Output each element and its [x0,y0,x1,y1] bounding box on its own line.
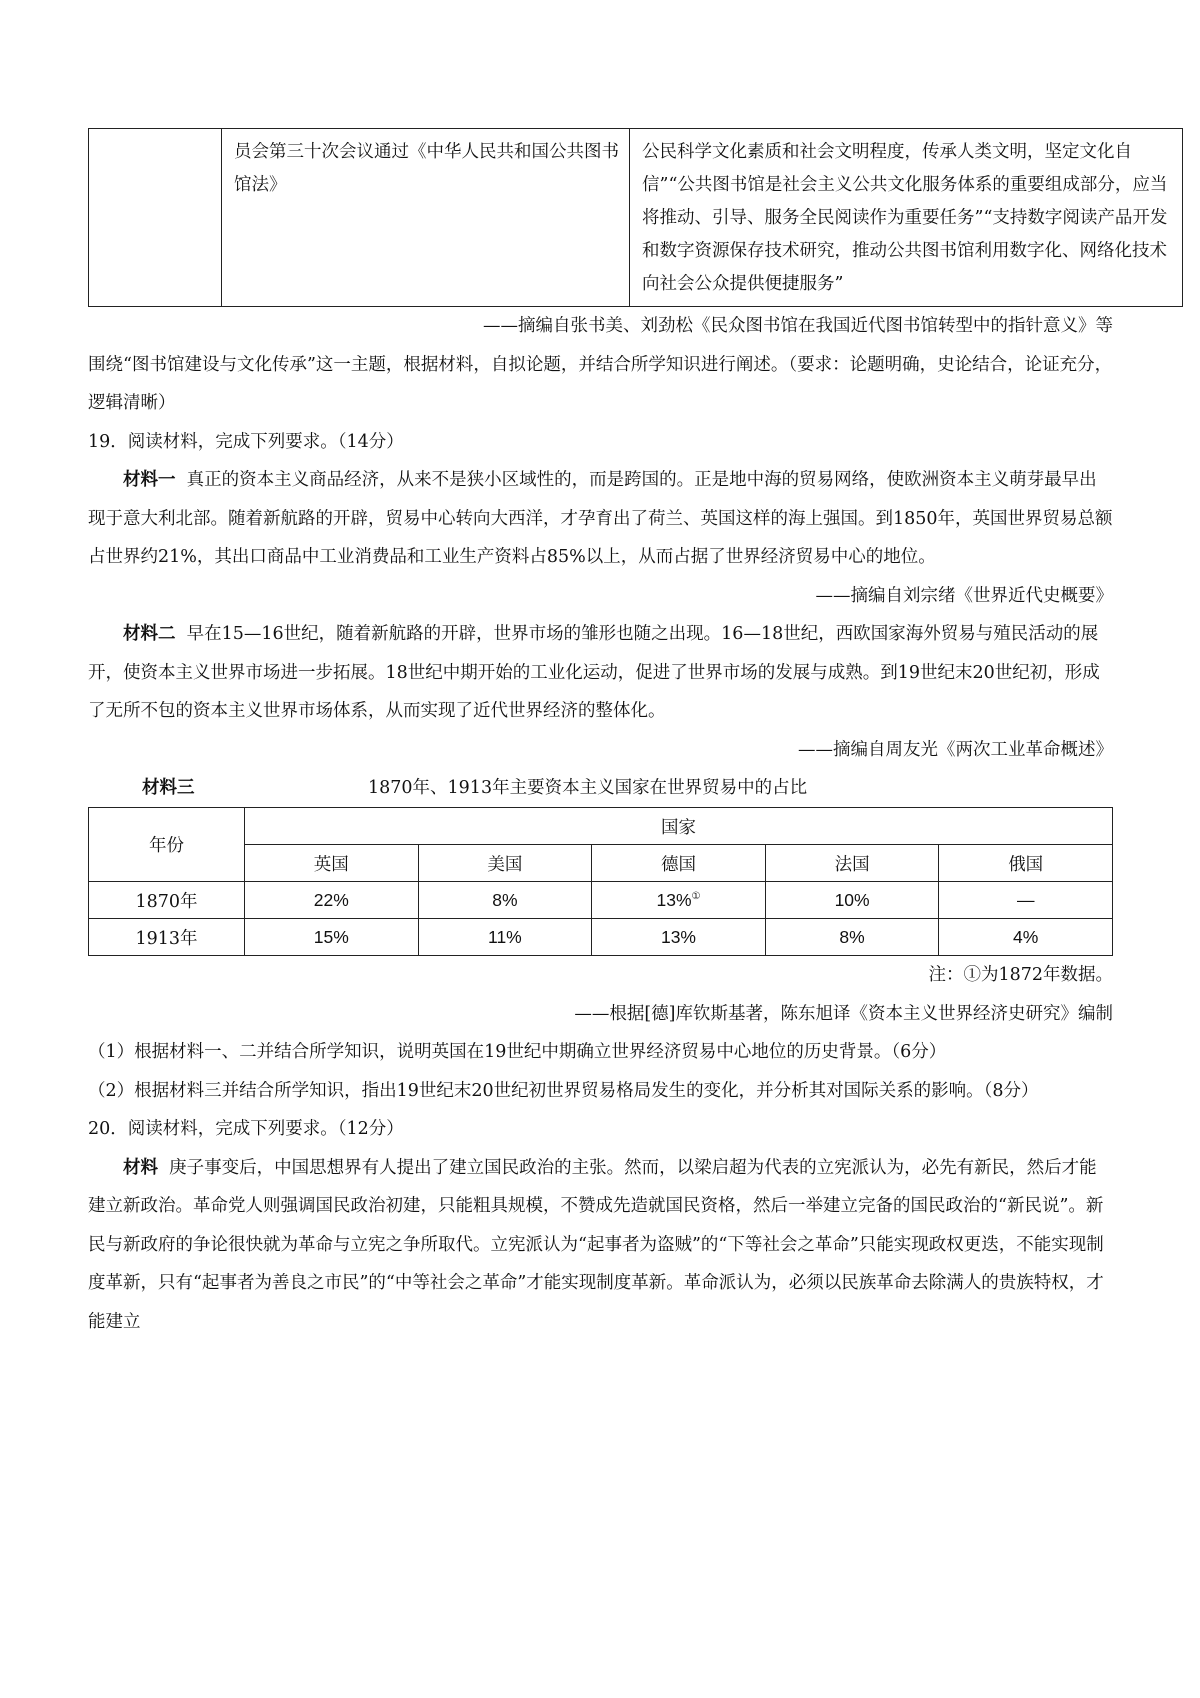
q19-material-3-heading [88,769,1113,807]
country-uk: 英国 [245,845,419,882]
q19-subquestion-2: （2）根据材料三并结合所学知识，指出19世纪末20世纪初世界贸易格局发生的变化，并分析其对国际关系的影响。（8分） [88,1080,1039,1101]
value-text: 13% [656,889,692,910]
q19-material-2 [88,615,1113,731]
table-row [89,129,1183,307]
material-text: 庚子事变后，中国思想界有人提出了建立国民政治的主张。然而，以梁启超为代表的立宪派认为，必先有新民，然后才能建立新政治。革命党人则强调国民政治初建，只能粗具规模，不赞成先造就国民资格，然后一举建立完备的国民政治的“新民说”。新民与新政府的争论很快就为革命与立宪之争所取代。立宪派认为“起事者为盗贼”的“下等社会之革命”只能实现政权更迭，不能实现制度革新，只有“起事者为善良之市民”的“中等社会之革命”才能实现制度革新。革命派认为，必须以民族革命去除满人的贵族特权，才能建立 [88,1157,1104,1332]
year-header: 年份 [89,808,245,882]
table-cell-event: 员会第三十次会议通过《中华人民共和国公共图书馆法》 [222,129,630,307]
value-cell: 13% [592,919,766,956]
q18-source: ——摘编自张书美、刘劲松《民众图书馆在我国近代图书馆转型中的指针意义》等 [483,316,1113,336]
value-cell: 11% [418,919,592,956]
table-note: 注：①为1872年数据。 [928,965,1113,985]
q18-prompt: 围绕“图书馆建设与文化传承”这一主题，根据材料，自拟论题，并结合所学知识进行阐述。（要求：论题明确，史论结合，论证充分，逻辑清晰） [88,354,1113,413]
value-cell [592,882,766,919]
trade-share-table [88,807,1113,956]
q19-material-3-source: ——根据[德]库钦斯基著，陈东旭译《资本主义世界经济史研究》编制 [574,1003,1113,1024]
material-label: 材料二 [123,624,176,644]
value-cell: — [939,882,1113,919]
country-ru: 俄国 [939,845,1113,882]
table-cell-content: 公民科学文化素质和社会文明程度，传承人类文明，坚定文化自信”“公共图书馆是社会主义公共文化服务体系的重要组成部分，应当将推动、引导、服务全民阅读作为重要任务”“支持数字阅读产品开发和数字资源保存技术研究，推动公共图书馆利用数字化、网络化技术向社会公众提供便捷服务” [630,129,1183,307]
table-header-row [89,808,1113,845]
material-label: 材料 [123,1157,158,1178]
value-cell: 22% [245,882,419,919]
q20-header: 20．阅读材料，完成下列要求。（12分） [88,1119,404,1139]
q20-material [88,1149,1113,1342]
table-title: 1870年、1913年主要资本主义国家在世界贸易中的占比 [368,778,808,798]
country-header: 国家 [245,808,1113,845]
country-fr: 法国 [765,845,939,882]
library-law-table [88,128,1183,307]
value-cell: 10% [765,882,939,919]
value-cell: 4% [939,919,1113,956]
material-label: 材料三 [142,778,195,798]
material-text: 早在15—16世纪，随着新航路的开辟，世界市场的雏形也随之出现。16—18世纪，西欧国家海外贸易与殖民活动的展开，使资本主义世界市场进一步拓展。18世纪中期开始的工业化运动，促进了世界市场的发展与成熟。到19世纪末20世纪初，形成了无所不包的资本主义世界市场体系，从而实现了近代世界经济的整体化。 [88,624,1100,721]
q19-subquestion-1: （1）根据材料一、二并结合所学知识，说明英国在19世纪中期确立世界经济贸易中心地位的历史背景。（6分） [88,1042,947,1062]
q19-material-1 [88,461,1113,577]
table-row [89,882,1113,919]
q19-header: 19．阅读材料，完成下列要求。（14分） [88,431,404,452]
exam-page [88,128,1168,1341]
material-text: 真正的资本主义商品经济，从来不是狭小区域性的，而是跨国的。正是地中海的贸易网络，使欧洲资本主义萌芽最早出现于意大利北部。随着新航路的开辟，贸易中心转向大西洋，才孕育出了荷兰、英国这样的海上强国。到1850年，英国世界贸易总额占世界约21%，其出口商品中工业消费品和工业生产资料占85%以上，从而占据了世界经济贸易中心的地位。 [88,470,1113,567]
material-label: 材料一 [123,470,176,490]
table-row [89,919,1113,956]
q19-material-1-source: ——摘编自刘宗绪《世界近代史概要》 [815,585,1113,606]
table-cell-empty [89,129,222,307]
country-de: 德国 [592,845,766,882]
year-cell: 1870年 [89,882,245,919]
value-cell: 15% [245,919,419,956]
q19-material-2-source: ——摘编自周友光《两次工业革命概述》 [798,739,1113,760]
year-cell: 1913年 [89,919,245,956]
value-cell: 8% [418,882,592,919]
value-cell: 8% [765,919,939,956]
country-us: 美国 [418,845,592,882]
footnote-mark: ① [691,890,701,902]
